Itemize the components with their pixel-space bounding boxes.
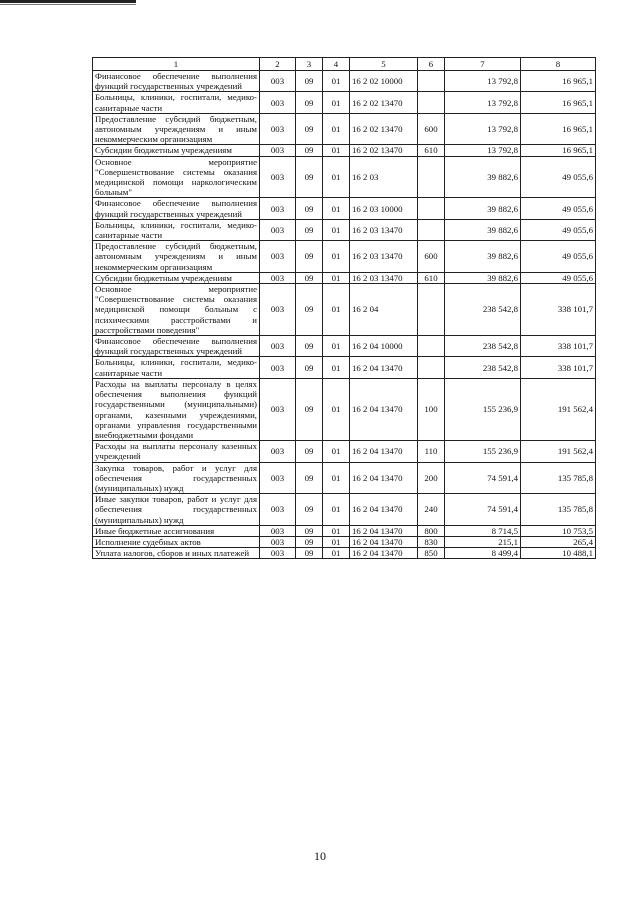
amount-col7: 8 499,4 bbox=[445, 548, 521, 559]
subsection-code: 01 bbox=[323, 198, 350, 219]
amount-col8: 265,4 bbox=[521, 536, 596, 547]
header-cell: 7 bbox=[445, 58, 521, 71]
amount-col7: 39 882,6 bbox=[445, 198, 521, 219]
target-article: 16 2 04 13470 bbox=[350, 525, 418, 536]
table-row bbox=[93, 219, 596, 240]
subsection-code: 01 bbox=[323, 462, 350, 494]
admin-code: 003 bbox=[260, 462, 296, 494]
subsection-code: 01 bbox=[323, 92, 350, 113]
amount-col8: 49 055,6 bbox=[521, 272, 596, 283]
admin-code: 003 bbox=[260, 272, 296, 283]
amount-col8: 16 965,1 bbox=[521, 113, 596, 145]
expense-type bbox=[418, 198, 445, 219]
amount-col7: 39 882,6 bbox=[445, 272, 521, 283]
row-name: Больницы, клиники, госпитали, медико-санитарные части bbox=[93, 92, 260, 113]
admin-code: 003 bbox=[260, 92, 296, 113]
target-article: 16 2 02 10000 bbox=[350, 71, 418, 92]
table-row bbox=[93, 536, 596, 547]
amount-col7: 39 882,6 bbox=[445, 219, 521, 240]
subsection-code: 01 bbox=[323, 156, 350, 198]
table-row bbox=[93, 145, 596, 156]
target-article: 16 2 03 13470 bbox=[350, 219, 418, 240]
row-name: Расходы на выплаты персоналу в целях обеспечения выполнения функций государственными (муниципальными) органами, казенными учреждениями, органами управления государственными внебюджетными фондами bbox=[93, 378, 260, 440]
amount-col7: 13 792,8 bbox=[445, 113, 521, 145]
amount-col7: 74 591,4 bbox=[445, 494, 521, 526]
admin-code: 003 bbox=[260, 241, 296, 273]
section-code: 09 bbox=[296, 219, 323, 240]
row-name: Субсидии бюджетным учреждениям bbox=[93, 272, 260, 283]
amount-col8: 49 055,6 bbox=[521, 198, 596, 219]
subsection-code: 01 bbox=[323, 113, 350, 145]
section-code: 09 bbox=[296, 357, 323, 378]
budget-table bbox=[92, 57, 596, 559]
row-name: Больницы, клиники, госпитали, медико-санитарные части bbox=[93, 357, 260, 378]
subsection-code: 01 bbox=[323, 71, 350, 92]
expense-type: 100 bbox=[418, 378, 445, 440]
amount-col8: 49 055,6 bbox=[521, 156, 596, 198]
section-code: 09 bbox=[296, 441, 323, 462]
admin-code: 003 bbox=[260, 156, 296, 198]
target-article: 16 2 04 13470 bbox=[350, 548, 418, 559]
target-article: 16 2 04 13470 bbox=[350, 536, 418, 547]
admin-code: 003 bbox=[260, 441, 296, 462]
table-row bbox=[93, 357, 596, 378]
admin-code: 003 bbox=[260, 525, 296, 536]
subsection-code: 01 bbox=[323, 241, 350, 273]
section-code: 09 bbox=[296, 145, 323, 156]
section-code: 09 bbox=[296, 241, 323, 273]
table-row bbox=[93, 378, 596, 440]
amount-col8: 10 753,5 bbox=[521, 525, 596, 536]
amount-col8: 135 785,8 bbox=[521, 494, 596, 526]
section-code: 09 bbox=[296, 198, 323, 219]
amount-col7: 8 714,5 bbox=[445, 525, 521, 536]
amount-col8: 49 055,6 bbox=[521, 219, 596, 240]
table-row bbox=[93, 272, 596, 283]
amount-col7: 238 542,8 bbox=[445, 336, 521, 357]
subsection-code: 01 bbox=[323, 272, 350, 283]
amount-col8: 16 965,1 bbox=[521, 71, 596, 92]
expense-type bbox=[418, 92, 445, 113]
admin-code: 003 bbox=[260, 357, 296, 378]
section-code: 09 bbox=[296, 156, 323, 198]
header-cell: 5 bbox=[350, 58, 418, 71]
expense-type bbox=[418, 357, 445, 378]
expense-type: 850 bbox=[418, 548, 445, 559]
target-article: 16 2 03 bbox=[350, 156, 418, 198]
table-row bbox=[93, 525, 596, 536]
admin-code: 003 bbox=[260, 71, 296, 92]
table-row bbox=[93, 548, 596, 559]
table-row bbox=[93, 336, 596, 357]
amount-col7: 13 792,8 bbox=[445, 145, 521, 156]
target-article: 16 2 04 13470 bbox=[350, 441, 418, 462]
subsection-code: 01 bbox=[323, 441, 350, 462]
row-name: Финансовое обеспечение выполнения функций государственных учреждений bbox=[93, 198, 260, 219]
table-row bbox=[93, 113, 596, 145]
expense-type: 110 bbox=[418, 441, 445, 462]
target-article: 16 2 04 13470 bbox=[350, 462, 418, 494]
table-row bbox=[93, 462, 596, 494]
subsection-code: 01 bbox=[323, 525, 350, 536]
target-article: 16 2 02 13470 bbox=[350, 145, 418, 156]
expense-type bbox=[418, 219, 445, 240]
target-article: 16 2 03 13470 bbox=[350, 272, 418, 283]
amount-col8: 10 488,1 bbox=[521, 548, 596, 559]
header-row bbox=[93, 58, 596, 71]
expense-type: 240 bbox=[418, 494, 445, 526]
section-code: 09 bbox=[296, 113, 323, 145]
subsection-code: 01 bbox=[323, 548, 350, 559]
scan-mark-line bbox=[0, 4, 136, 5]
amount-col7: 13 792,8 bbox=[445, 71, 521, 92]
row-name: Расходы на выплаты персоналу казенных учреждений bbox=[93, 441, 260, 462]
target-article: 16 2 02 13470 bbox=[350, 92, 418, 113]
row-name: Больницы, клиники, госпитали, медико-санитарные части bbox=[93, 219, 260, 240]
admin-code: 003 bbox=[260, 536, 296, 547]
amount-col8: 135 785,8 bbox=[521, 462, 596, 494]
header-cell: 8 bbox=[521, 58, 596, 71]
admin-code: 003 bbox=[260, 219, 296, 240]
expense-type: 830 bbox=[418, 536, 445, 547]
header-cell: 4 bbox=[323, 58, 350, 71]
section-code: 09 bbox=[296, 462, 323, 494]
table-row bbox=[93, 92, 596, 113]
table-row bbox=[93, 494, 596, 526]
table-row bbox=[93, 156, 596, 198]
amount-col7: 155 236,9 bbox=[445, 441, 521, 462]
section-code: 09 bbox=[296, 272, 323, 283]
amount-col8: 49 055,6 bbox=[521, 241, 596, 273]
section-code: 09 bbox=[296, 284, 323, 336]
row-name: Субсидии бюджетным учреждениям bbox=[93, 145, 260, 156]
header-cell: 1 bbox=[93, 58, 260, 71]
subsection-code: 01 bbox=[323, 284, 350, 336]
admin-code: 003 bbox=[260, 198, 296, 219]
subsection-code: 01 bbox=[323, 378, 350, 440]
expense-type bbox=[418, 71, 445, 92]
amount-col8: 338 101,7 bbox=[521, 284, 596, 336]
subsection-code: 01 bbox=[323, 336, 350, 357]
subsection-code: 01 bbox=[323, 494, 350, 526]
header-cell: 2 bbox=[260, 58, 296, 71]
table-row bbox=[93, 241, 596, 273]
section-code: 09 bbox=[296, 536, 323, 547]
page-number: 10 bbox=[314, 849, 326, 863]
expense-type: 600 bbox=[418, 241, 445, 273]
amount-col8: 338 101,7 bbox=[521, 336, 596, 357]
admin-code: 003 bbox=[260, 145, 296, 156]
expense-type bbox=[418, 336, 445, 357]
expense-type: 200 bbox=[418, 462, 445, 494]
table-row bbox=[93, 441, 596, 462]
row-name: Финансовое обеспечение выполнения функций государственных учреждений bbox=[93, 336, 260, 357]
amount-col8: 191 562,4 bbox=[521, 378, 596, 440]
header-cell: 6 bbox=[418, 58, 445, 71]
amount-col8: 338 101,7 bbox=[521, 357, 596, 378]
expense-type: 610 bbox=[418, 272, 445, 283]
row-name: Предоставление субсидий бюджетным, автономным учреждениям и иным некоммерческим организациям bbox=[93, 113, 260, 145]
table-row bbox=[93, 284, 596, 336]
row-name: Основное мероприятие "Совершенствование системы оказания медицинской помощи наркологическим больным" bbox=[93, 156, 260, 198]
target-article: 16 2 04 13470 bbox=[350, 357, 418, 378]
target-article: 16 2 04 13470 bbox=[350, 494, 418, 526]
amount-col7: 39 882,6 bbox=[445, 156, 521, 198]
target-article: 16 2 02 13470 bbox=[350, 113, 418, 145]
admin-code: 003 bbox=[260, 284, 296, 336]
expense-type bbox=[418, 284, 445, 336]
expense-type bbox=[418, 156, 445, 198]
amount-col7: 238 542,8 bbox=[445, 357, 521, 378]
section-code: 09 bbox=[296, 525, 323, 536]
admin-code: 003 bbox=[260, 336, 296, 357]
table-row bbox=[93, 198, 596, 219]
amount-col8: 16 965,1 bbox=[521, 92, 596, 113]
section-code: 09 bbox=[296, 92, 323, 113]
target-article: 16 2 03 10000 bbox=[350, 198, 418, 219]
subsection-code: 01 bbox=[323, 145, 350, 156]
row-name: Уплата налогов, сборов и иных платежей bbox=[93, 548, 260, 559]
section-code: 09 bbox=[296, 548, 323, 559]
admin-code: 003 bbox=[260, 548, 296, 559]
expense-type: 800 bbox=[418, 525, 445, 536]
admin-code: 003 bbox=[260, 494, 296, 526]
row-name: Иные закупки товаров, работ и услуг для обеспечения государственных (муниципальных) нужд bbox=[93, 494, 260, 526]
row-name: Финансовое обеспечение выполнения функций государственных учреждений bbox=[93, 71, 260, 92]
subsection-code: 01 bbox=[323, 536, 350, 547]
row-name: Иные бюджетные ассигнования bbox=[93, 525, 260, 536]
amount-col7: 13 792,8 bbox=[445, 92, 521, 113]
section-code: 09 bbox=[296, 378, 323, 440]
subsection-code: 01 bbox=[323, 219, 350, 240]
target-article: 16 2 04 13470 bbox=[350, 378, 418, 440]
row-name: Исполнение судебных актов bbox=[93, 536, 260, 547]
amount-col8: 16 965,1 bbox=[521, 145, 596, 156]
admin-code: 003 bbox=[260, 113, 296, 145]
target-article: 16 2 03 13470 bbox=[350, 241, 418, 273]
amount-col7: 74 591,4 bbox=[445, 462, 521, 494]
expense-type: 610 bbox=[418, 145, 445, 156]
section-code: 09 bbox=[296, 71, 323, 92]
section-code: 09 bbox=[296, 494, 323, 526]
admin-code: 003 bbox=[260, 378, 296, 440]
row-name: Основное мероприятие "Совершенствование системы оказания медицинской помощи больным с психическими расстройствами и расстройствами поведения" bbox=[93, 284, 260, 336]
row-name: Закупка товаров, работ и услуг для обеспечения государственных (муниципальных) нужд bbox=[93, 462, 260, 494]
amount-col7: 39 882,6 bbox=[445, 241, 521, 273]
scan-mark bbox=[0, 0, 136, 3]
amount-col7: 238 542,8 bbox=[445, 284, 521, 336]
row-name: Предоставление субсидий бюджетным, автономным учреждениям и иным некоммерческим организациям bbox=[93, 241, 260, 273]
target-article: 16 2 04 bbox=[350, 284, 418, 336]
amount-col7: 215,1 bbox=[445, 536, 521, 547]
subsection-code: 01 bbox=[323, 357, 350, 378]
target-article: 16 2 04 10000 bbox=[350, 336, 418, 357]
amount-col7: 155 236,9 bbox=[445, 378, 521, 440]
expense-type: 600 bbox=[418, 113, 445, 145]
section-code: 09 bbox=[296, 336, 323, 357]
amount-col8: 191 562,4 bbox=[521, 441, 596, 462]
table-row bbox=[93, 71, 596, 92]
header-cell: 3 bbox=[296, 58, 323, 71]
